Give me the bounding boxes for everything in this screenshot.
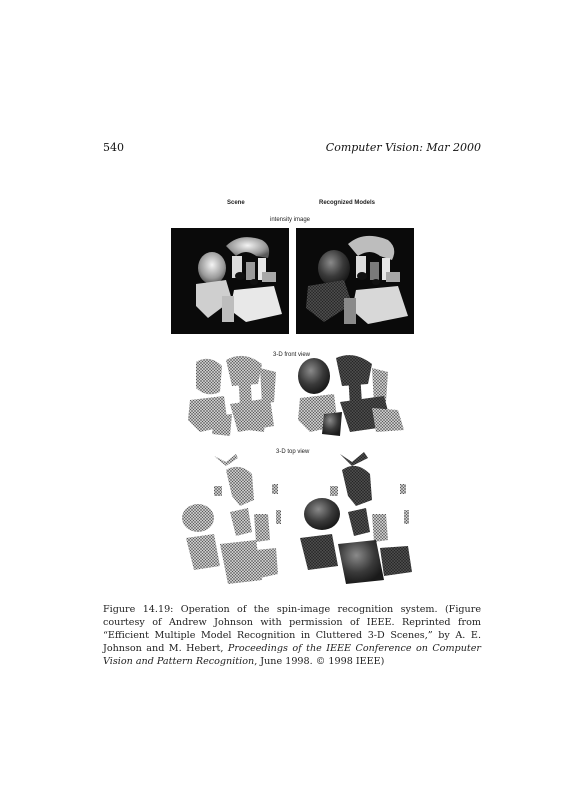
top-view-recognized: [300, 452, 412, 584]
page-number: 540: [103, 141, 124, 154]
front-view-scene: [188, 356, 276, 436]
copyright-symbol: ©: [315, 656, 326, 667]
caption-text-3: 1998 IEEE): [325, 656, 385, 667]
front-view-recognized: [298, 355, 404, 436]
row-label-front-view: 3-D front view: [273, 352, 311, 358]
running-title: Computer Vision: Mar 2000: [325, 141, 481, 154]
col-label-scene: Scene: [227, 200, 245, 206]
row-label-intensity-image: intensity image: [270, 217, 311, 223]
row-label-top-view: 3-D top view: [276, 449, 310, 455]
col-label-recognized-models: Recognized Models: [319, 200, 376, 206]
intensity-image-scene: [171, 228, 289, 334]
caption-text-1: Figure 14.19: Operation of the spin-image recognition system. (Figure courtesy of Andrew Johnson with permission of IEEE. Reprinted from “Efficient Multiple Model Recognition in Cluttered 3-D Scenes,” by A. E. Johnson and M. Hebert,: [103, 604, 481, 654]
figure-caption: [103, 603, 481, 668]
caption-venue: Proceedings of the IEEE Conference on Computer Vision and Pattern Recognition: [103, 643, 481, 667]
caption-text-2: , June 1998.: [254, 656, 316, 667]
intensity-image-recognized: [296, 228, 414, 334]
top-view-scene: [182, 454, 281, 584]
